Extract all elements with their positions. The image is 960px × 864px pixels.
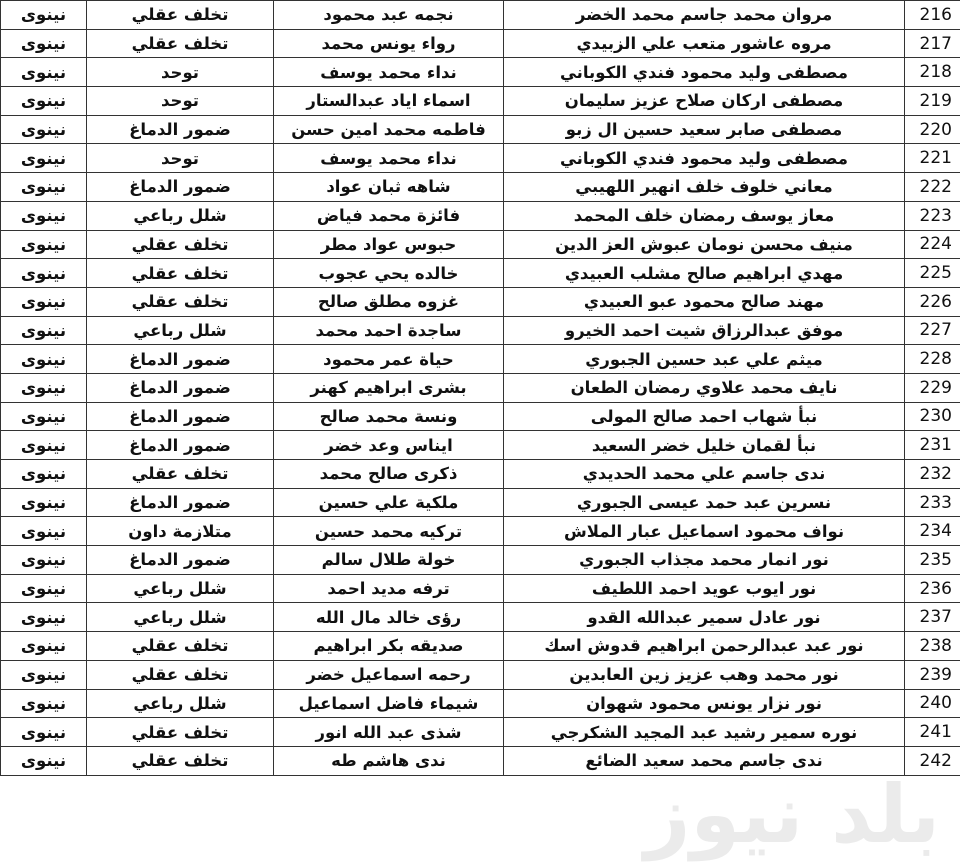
full-name-cell[interactable]: نور عبد عبدالرحمن ابراهيم قدوش اسك (504, 632, 905, 661)
disability-type-cell[interactable]: شلل رباعي (87, 603, 274, 632)
table-row[interactable] (1, 689, 960, 718)
row-number-cell[interactable]: 224 (905, 230, 960, 259)
table-row[interactable] (1, 173, 960, 202)
province-cell[interactable]: نينوى (1, 574, 87, 603)
table-row[interactable] (1, 144, 960, 173)
disability-type-cell[interactable]: شلل رباعي (87, 574, 274, 603)
disability-type-cell[interactable]: تخلف عقلي (87, 460, 274, 489)
disability-type-cell[interactable]: توحد (87, 58, 274, 87)
full-name-cell[interactable]: نور عادل سمير عبدالله القدو (504, 603, 905, 632)
mother-name-cell[interactable]: ونسة محمد صالح (274, 402, 504, 431)
mother-name-cell[interactable]: صديقه بكر ابراهيم (274, 632, 504, 661)
row-number-cell[interactable]: 231 (905, 431, 960, 460)
table-row[interactable] (1, 58, 960, 87)
row-number-cell[interactable]: 220 (905, 115, 960, 144)
full-name-cell[interactable]: مصطفى وليد محمود فندي الكوباني (504, 58, 905, 87)
row-number-cell[interactable]: 222 (905, 173, 960, 202)
table-row[interactable] (1, 115, 960, 144)
disability-type-cell[interactable]: ضمور الدماغ (87, 488, 274, 517)
full-name-cell[interactable]: مصطفى صابر سعيد حسين ال زبو (504, 115, 905, 144)
mother-name-cell[interactable]: خولة طلال سالم (274, 546, 504, 575)
disability-type-cell[interactable]: ضمور الدماغ (87, 373, 274, 402)
province-cell[interactable]: نينوى (1, 58, 87, 87)
province-cell[interactable]: نينوى (1, 259, 87, 288)
full-name-cell[interactable]: مصطفى وليد محمود فندي الكوباني (504, 144, 905, 173)
full-name-cell[interactable]: مروه عاشور متعب علي الزبيدي (504, 29, 905, 58)
mother-name-cell[interactable]: حبوس عواد مطر (274, 230, 504, 259)
full-name-cell[interactable]: نبأ شهاب احمد صالح المولى (504, 402, 905, 431)
table-row[interactable] (1, 87, 960, 116)
row-number-cell[interactable]: 217 (905, 29, 960, 58)
table-row[interactable] (1, 431, 960, 460)
table-row[interactable] (1, 29, 960, 58)
full-name-cell[interactable]: ندى جاسم محمد سعيد الضائع (504, 746, 905, 775)
table-row[interactable] (1, 574, 960, 603)
watermark-logo: بلد نيوز (644, 768, 940, 861)
mother-name-cell[interactable]: ذكرى صالح محمد (274, 460, 504, 489)
table-row[interactable] (1, 287, 960, 316)
row-number-cell[interactable]: 238 (905, 632, 960, 661)
table-row[interactable] (1, 316, 960, 345)
province-cell[interactable]: نينوى (1, 287, 87, 316)
full-name-cell[interactable]: نور محمد وهب عزيز زين العابدين (504, 660, 905, 689)
row-number-cell[interactable]: 221 (905, 144, 960, 173)
table-row[interactable] (1, 488, 960, 517)
full-name-cell[interactable]: مصطفى اركان صلاح عزيز سليمان (504, 87, 905, 116)
disability-type-cell[interactable]: شلل رباعي (87, 689, 274, 718)
disability-type-cell[interactable]: تخلف عقلي (87, 230, 274, 259)
mother-name-cell[interactable]: ساجدة احمد محمد (274, 316, 504, 345)
mother-name-cell[interactable]: رواء يونس محمد (274, 29, 504, 58)
province-cell[interactable]: نينوى (1, 517, 87, 546)
disability-type-cell[interactable]: تخلف عقلي (87, 287, 274, 316)
row-number-cell[interactable]: 235 (905, 546, 960, 575)
table-row[interactable] (1, 718, 960, 747)
table-row[interactable] (1, 460, 960, 489)
full-name-cell[interactable]: نور انمار محمد مجذاب الجبوري (504, 546, 905, 575)
row-number-cell[interactable]: 225 (905, 259, 960, 288)
mother-name-cell[interactable]: نداء محمد يوسف (274, 144, 504, 173)
province-cell[interactable]: نينوى (1, 173, 87, 202)
table-row[interactable] (1, 660, 960, 689)
mother-name-cell[interactable]: رحمه اسماعيل خضر (274, 660, 504, 689)
row-number-cell[interactable]: 239 (905, 660, 960, 689)
full-name-cell[interactable]: نواف محمود اسماعيل عبار الملاش (504, 517, 905, 546)
disability-type-cell[interactable]: ضمور الدماغ (87, 546, 274, 575)
table-row[interactable] (1, 230, 960, 259)
row-number-cell[interactable]: 229 (905, 373, 960, 402)
disability-type-cell[interactable]: ضمور الدماغ (87, 431, 274, 460)
full-name-cell[interactable]: نور نزار يونس محمود شهوان (504, 689, 905, 718)
province-cell[interactable]: نينوى (1, 29, 87, 58)
full-name-cell[interactable]: مروان محمد جاسم محمد الخضر (504, 1, 905, 30)
province-cell[interactable]: نينوى (1, 718, 87, 747)
disability-type-cell[interactable]: توحد (87, 144, 274, 173)
full-name-cell[interactable]: نور ايوب عويد احمد اللطيف (504, 574, 905, 603)
row-number-cell[interactable]: 226 (905, 287, 960, 316)
mother-name-cell[interactable]: خالده يحي عجوب (274, 259, 504, 288)
table-row[interactable] (1, 373, 960, 402)
disability-type-cell[interactable]: متلازمة داون (87, 517, 274, 546)
table-row[interactable] (1, 201, 960, 230)
row-number-cell[interactable]: 223 (905, 201, 960, 230)
full-name-cell[interactable]: نسرين عبد حمد عيسى الجبوري (504, 488, 905, 517)
mother-name-cell[interactable]: فاطمه محمد امين حسن (274, 115, 504, 144)
province-cell[interactable]: نينوى (1, 746, 87, 775)
mother-name-cell[interactable]: ملكية علي حسين (274, 488, 504, 517)
mother-name-cell[interactable]: رؤى خالد مال الله (274, 603, 504, 632)
mother-name-cell[interactable]: غزوه مطلق صالح (274, 287, 504, 316)
mother-name-cell[interactable]: شاهه ثبان عواد (274, 173, 504, 202)
province-cell[interactable]: نينوى (1, 603, 87, 632)
province-cell[interactable]: نينوى (1, 689, 87, 718)
province-cell[interactable]: نينوى (1, 402, 87, 431)
province-cell[interactable]: نينوى (1, 431, 87, 460)
table-row[interactable] (1, 259, 960, 288)
disability-type-cell[interactable]: تخلف عقلي (87, 632, 274, 661)
disability-type-cell[interactable]: ضمور الدماغ (87, 115, 274, 144)
province-cell[interactable]: نينوى (1, 201, 87, 230)
table-row[interactable] (1, 402, 960, 431)
table-body (1, 1, 960, 776)
province-cell[interactable]: نينوى (1, 488, 87, 517)
province-cell[interactable]: نينوى (1, 373, 87, 402)
mother-name-cell[interactable]: ترفه مديد احمد (274, 574, 504, 603)
full-name-cell[interactable]: موفق عبدالرزاق شيت احمد الخيرو (504, 316, 905, 345)
disability-type-cell[interactable]: تخلف عقلي (87, 660, 274, 689)
table-row[interactable] (1, 632, 960, 661)
mother-name-cell[interactable]: تركيه محمد حسين (274, 517, 504, 546)
province-cell[interactable]: نينوى (1, 230, 87, 259)
full-name-cell[interactable]: معاني خلوف خلف انهير اللهيبي (504, 173, 905, 202)
mother-name-cell[interactable]: ندى هاشم طه (274, 746, 504, 775)
disability-type-cell[interactable]: شلل رباعي (87, 201, 274, 230)
full-name-cell[interactable]: نايف محمد علاوي رمضان الطعان (504, 373, 905, 402)
mother-name-cell[interactable]: فائزة محمد فياض (274, 201, 504, 230)
row-number-cell[interactable]: 240 (905, 689, 960, 718)
province-cell[interactable]: نينوى (1, 316, 87, 345)
province-cell[interactable]: نينوى (1, 546, 87, 575)
province-cell[interactable]: نينوى (1, 144, 87, 173)
table-row[interactable] (1, 1, 960, 30)
row-number-cell[interactable]: 237 (905, 603, 960, 632)
disability-type-cell[interactable]: تخلف عقلي (87, 29, 274, 58)
disability-type-cell[interactable]: ضمور الدماغ (87, 402, 274, 431)
disability-type-cell[interactable]: توحد (87, 87, 274, 116)
disability-type-cell[interactable]: ضمور الدماغ (87, 345, 274, 374)
table-row[interactable] (1, 746, 960, 775)
full-name-cell[interactable]: معاز يوسف رمضان خلف المحمد (504, 201, 905, 230)
full-name-cell[interactable]: نوره سمير رشيد عبد المجيد الشكرجي (504, 718, 905, 747)
row-number-cell[interactable]: 241 (905, 718, 960, 747)
full-name-cell[interactable]: نبأ لقمان خليل خضر السعيد (504, 431, 905, 460)
full-name-cell[interactable]: مهند صالح محمود عبو العبيدي (504, 287, 905, 316)
province-cell[interactable]: نينوى (1, 345, 87, 374)
disability-type-cell[interactable]: تخلف عقلي (87, 1, 274, 30)
province-cell[interactable]: نينوى (1, 632, 87, 661)
row-number-cell[interactable]: 234 (905, 517, 960, 546)
full-name-cell[interactable]: مهدي ابراهيم صالح مشلب العبيدي (504, 259, 905, 288)
mother-name-cell[interactable]: حياة عمر محمود (274, 345, 504, 374)
province-cell[interactable]: نينوى (1, 460, 87, 489)
disability-type-cell[interactable]: تخلف عقلي (87, 718, 274, 747)
province-cell[interactable]: نينوى (1, 115, 87, 144)
row-number-cell[interactable]: 218 (905, 58, 960, 87)
row-number-cell[interactable]: 232 (905, 460, 960, 489)
province-cell[interactable]: نينوى (1, 660, 87, 689)
table-row[interactable] (1, 546, 960, 575)
mother-name-cell[interactable]: نجمه عبد محمود (274, 1, 504, 30)
row-number-cell[interactable]: 216 (905, 1, 960, 30)
row-number-cell[interactable]: 230 (905, 402, 960, 431)
disability-type-cell[interactable]: ضمور الدماغ (87, 173, 274, 202)
province-cell[interactable]: نينوى (1, 87, 87, 116)
disability-type-cell[interactable]: تخلف عقلي (87, 259, 274, 288)
mother-name-cell[interactable]: بشرى ابراهيم كهنر (274, 373, 504, 402)
mother-name-cell[interactable]: اسماء اياد عبدالستار (274, 87, 504, 116)
disability-type-cell[interactable]: شلل رباعي (87, 316, 274, 345)
row-number-cell[interactable]: 219 (905, 87, 960, 116)
row-number-cell[interactable]: 242 (905, 746, 960, 775)
full-name-cell[interactable]: ميثم علي عبد حسين الجبوري (504, 345, 905, 374)
full-name-cell[interactable]: ندى جاسم علي محمد الحديدي (504, 460, 905, 489)
mother-name-cell[interactable]: شذى عبد الله انور (274, 718, 504, 747)
table-row[interactable] (1, 345, 960, 374)
mother-name-cell[interactable]: شيماء فاضل اسماعيل (274, 689, 504, 718)
row-number-cell[interactable]: 233 (905, 488, 960, 517)
table-row[interactable] (1, 517, 960, 546)
table-row[interactable] (1, 603, 960, 632)
mother-name-cell[interactable]: نداء محمد يوسف (274, 58, 504, 87)
row-number-cell[interactable]: 236 (905, 574, 960, 603)
mother-name-cell[interactable]: ايناس وعد خضر (274, 431, 504, 460)
row-number-cell[interactable]: 228 (905, 345, 960, 374)
disability-type-cell[interactable]: تخلف عقلي (87, 746, 274, 775)
row-number-cell[interactable]: 227 (905, 316, 960, 345)
full-name-cell[interactable]: منيف محسن نومان عبوش العز الدين (504, 230, 905, 259)
province-cell[interactable]: نينوى (1, 1, 87, 30)
